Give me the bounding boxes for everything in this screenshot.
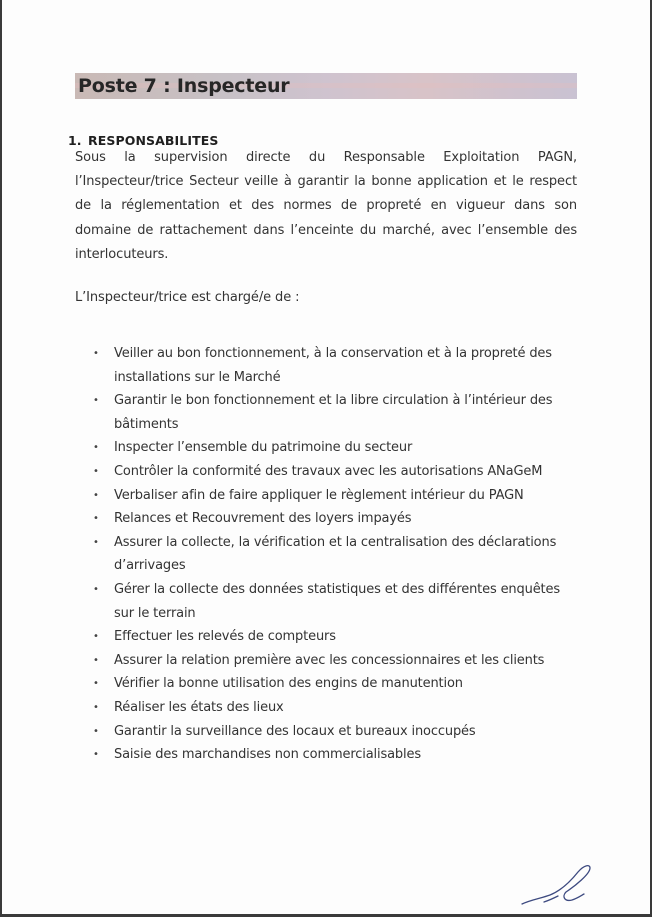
bullet-icon: • xyxy=(93,395,99,407)
bullet-icon: • xyxy=(93,631,99,643)
bullet-icon: • xyxy=(93,749,99,761)
duty-text: Vérifier la bonne utilisation des engins de manutention xyxy=(114,676,463,692)
duty-text: Veiller au bon fonctionnement, à la conservation et à la propreté des installations sur le Marché xyxy=(114,346,552,385)
duty-text: Effectuer les relevés de compteurs xyxy=(114,629,336,645)
bullet-icon: • xyxy=(93,465,99,477)
duty-text: Verbaliser afin de faire appliquer le règlement intérieur du PAGN xyxy=(114,487,524,503)
intro-paragraph: Sous la supervision directe du Responsable Exploitation PAGN, l’Inspecteur/trice Secteur veille à garantir la bonne application et le respect de la réglementation et des normes de propreté en vigueur dans son domaine de rattachement dans l’enceinte du marché, avec l’ensemble des interlocuteurs. xyxy=(75,150,577,262)
bullet-icon: • xyxy=(93,489,99,501)
duty-text: Réaliser les états des lieux xyxy=(114,699,284,715)
title-banner xyxy=(75,73,577,99)
duty-text: Garantir le bon fonctionnement et la libre circulation à l’intérieur des bâtiments xyxy=(114,393,553,432)
list-item xyxy=(75,720,580,744)
duty-text: Saisie des marchandises non commercialisables xyxy=(114,747,421,763)
bullet-icon: • xyxy=(93,442,99,454)
list-item xyxy=(75,484,580,508)
duty-text: Assurer la collecte, la vérification et la centralisation des déclarations d’arrivages xyxy=(114,534,557,574)
duty-text: Assurer la relation première avec les concessionnaires et les clients xyxy=(114,652,545,668)
duty-text: Garantir la surveillance des locaux et bureaux inoccupés xyxy=(114,723,476,739)
duty-text: Inspecter l’ensemble du patrimoine du secteur xyxy=(114,440,413,456)
list-item xyxy=(75,436,580,460)
list-item xyxy=(75,672,580,696)
list-item xyxy=(75,625,580,649)
list-item xyxy=(75,696,580,720)
bullet-icon: • xyxy=(93,725,99,737)
bullet-icon: • xyxy=(93,654,99,666)
signature-icon xyxy=(520,862,600,908)
list-item xyxy=(75,460,580,484)
list-item xyxy=(75,578,580,625)
list-item xyxy=(75,342,580,389)
duty-text: Contrôler la conformité des travaux avec les autorisations ANaGeM xyxy=(114,463,543,479)
section-number: 1. xyxy=(68,133,82,148)
list-item xyxy=(75,389,580,436)
bullet-icon: • xyxy=(93,678,99,690)
duty-text: Gérer la collecte des données statistiques et des différentes enquêtes sur le terrain xyxy=(114,581,560,621)
list-item xyxy=(75,743,580,767)
page-title: Poste 7 : Inspecteur xyxy=(78,75,290,97)
duties-intro: L’Inspecteur/trice est chargé/e de : xyxy=(75,290,300,305)
bullet-icon: • xyxy=(93,701,99,713)
list-item xyxy=(75,649,580,673)
bullet-icon: • xyxy=(93,583,99,595)
section-title: RESPONSABILITES xyxy=(88,133,219,148)
bullet-icon: • xyxy=(93,536,99,548)
list-item xyxy=(75,507,580,531)
bullet-icon: • xyxy=(93,513,99,525)
duty-text: Relances et Recouvrement des loyers impayés xyxy=(114,511,412,527)
list-item xyxy=(75,531,580,578)
bullet-icon: • xyxy=(93,348,99,359)
duties-list xyxy=(75,342,580,767)
